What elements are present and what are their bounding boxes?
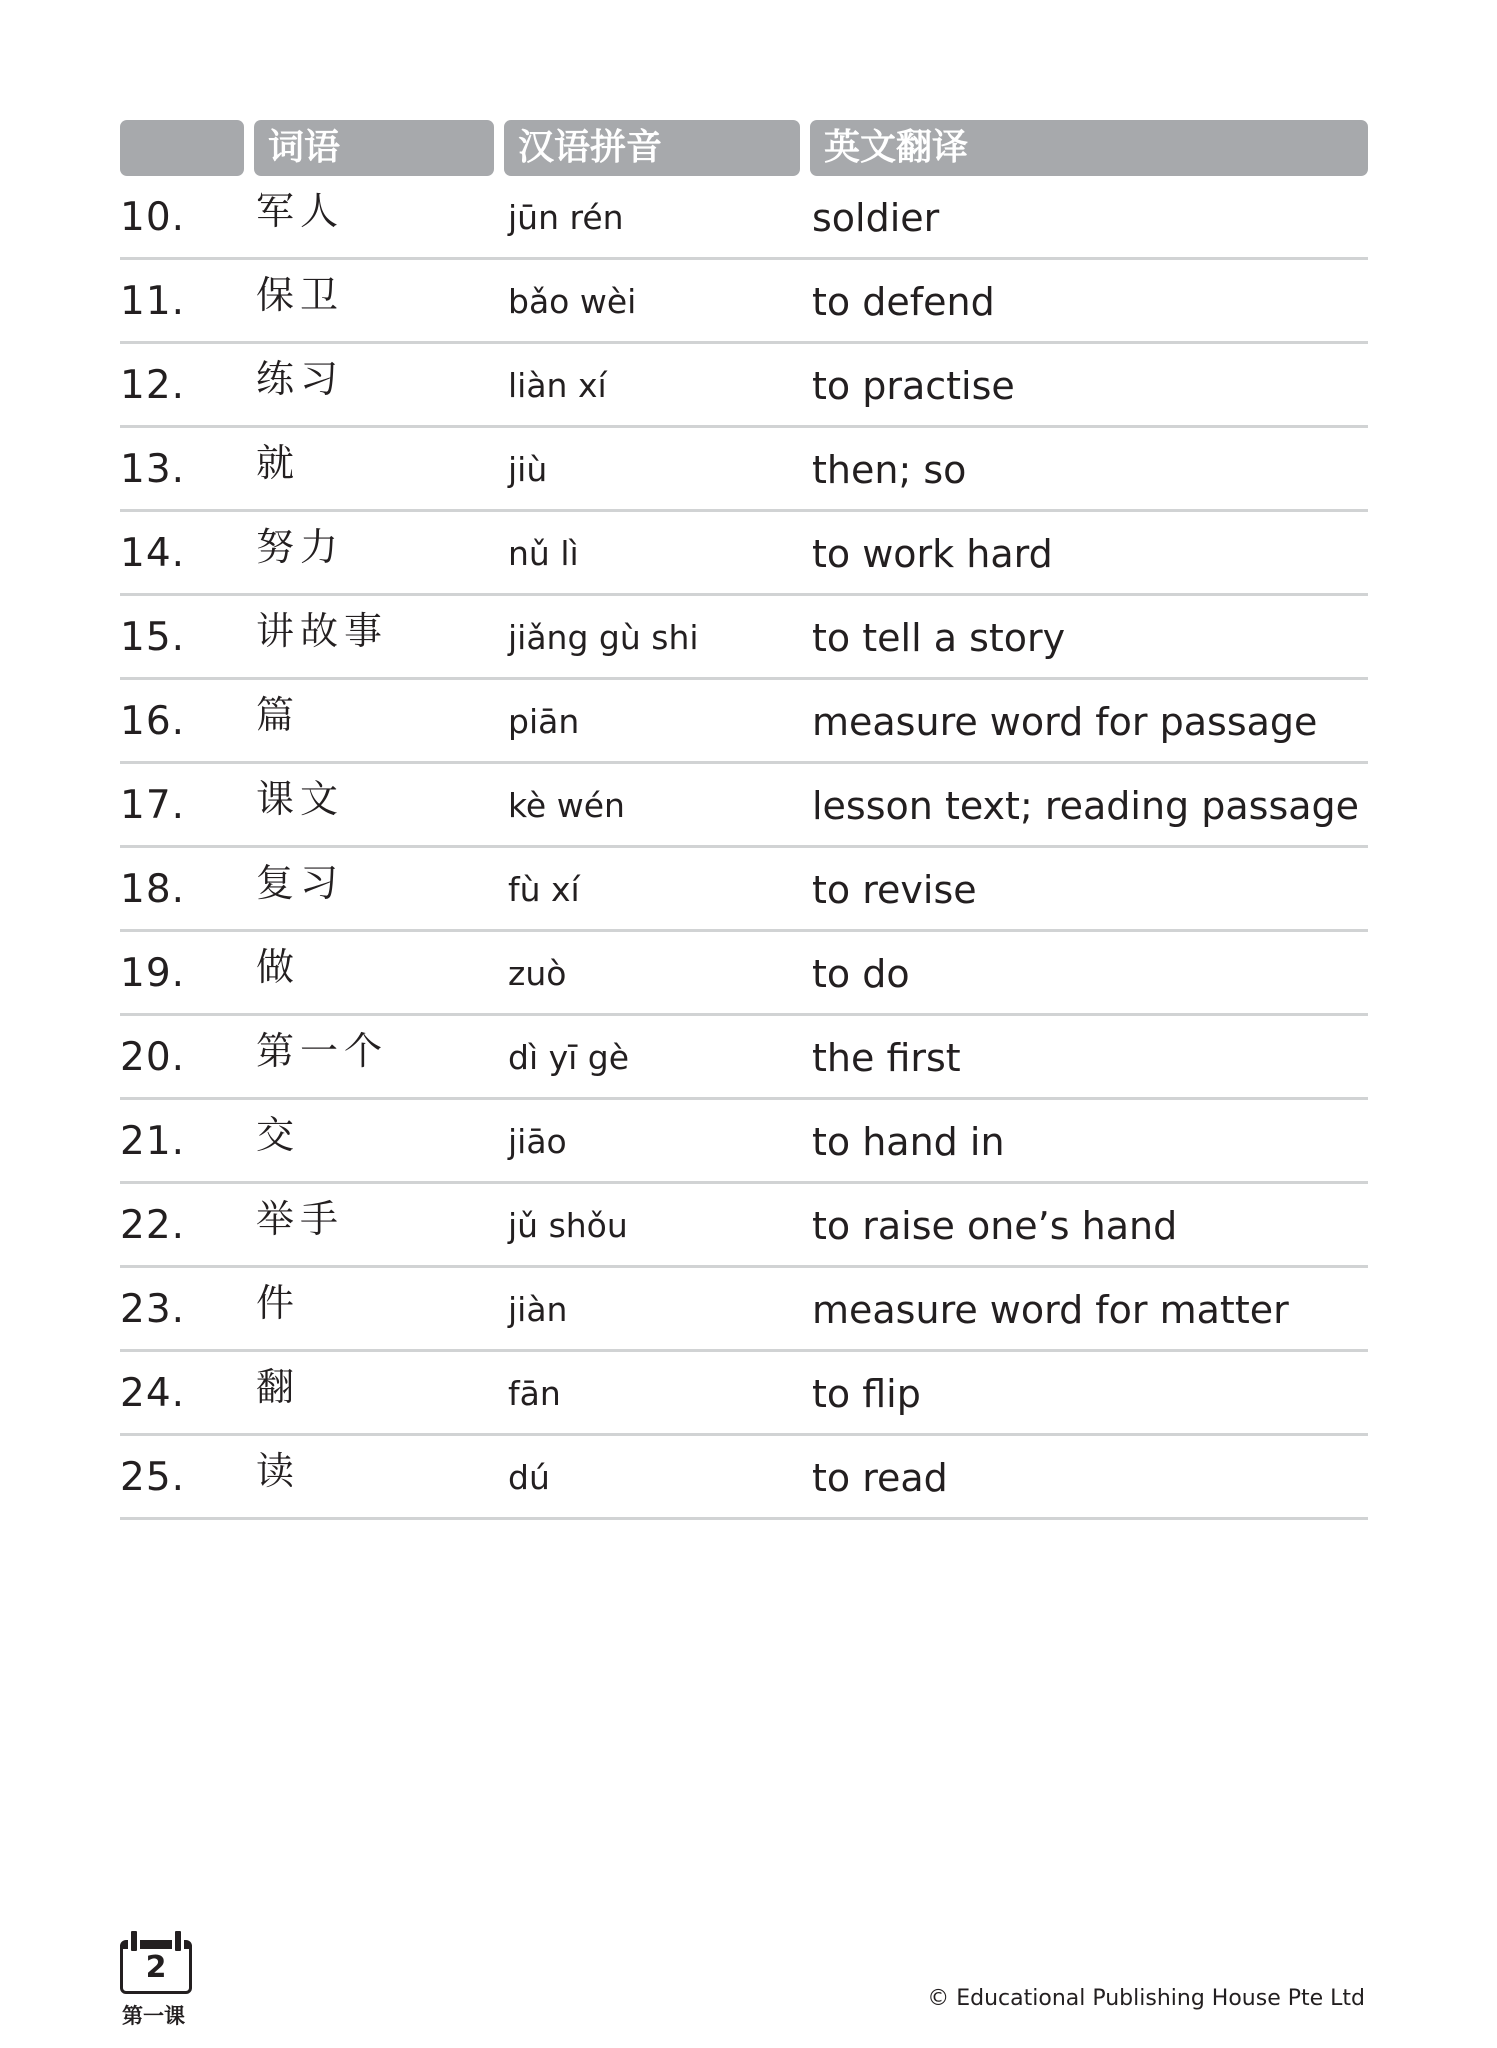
row-pinyin: kè wén — [508, 786, 625, 825]
row-number: 11. — [120, 279, 186, 324]
header-number — [120, 120, 244, 176]
row-english: to raise one’s hand — [812, 1204, 1178, 1248]
row-pinyin: liàn xí — [508, 366, 607, 405]
table-row — [120, 680, 1368, 764]
table-row — [120, 1352, 1368, 1436]
row-pinyin: jiàn — [508, 1290, 568, 1329]
header-word: 词语 — [254, 120, 494, 176]
row-number: 23. — [120, 1287, 186, 1332]
row-english: to tell a story — [812, 616, 1066, 660]
row-english: to work hard — [812, 532, 1053, 576]
row-english: soldier — [812, 196, 940, 240]
row-number: 15. — [120, 615, 186, 660]
row-english: to flip — [812, 1372, 921, 1416]
row-pinyin: dú — [508, 1458, 550, 1497]
copyright-notice: © Educational Publishing House Pte Ltd — [927, 1986, 1365, 2011]
table-row — [120, 428, 1368, 512]
row-number: 14. — [120, 531, 186, 576]
table-header — [120, 120, 1368, 176]
table-row — [120, 1436, 1368, 1520]
row-word: 复习 — [256, 861, 345, 905]
row-pinyin: fù xí — [508, 870, 580, 909]
row-word: 读 — [256, 1449, 301, 1493]
row-number: 13. — [120, 447, 186, 492]
table-row — [120, 1184, 1368, 1268]
row-number: 16. — [120, 699, 186, 744]
row-number: 19. — [120, 951, 186, 996]
row-word: 举手 — [256, 1197, 345, 1241]
row-english: the first — [812, 1036, 961, 1080]
row-english: to practise — [812, 364, 1015, 408]
row-number: 18. — [120, 867, 186, 912]
header-english: 英文翻译 — [810, 120, 1368, 176]
row-pinyin: jǔ shǒu — [508, 1206, 628, 1245]
page-number: 2 — [145, 1950, 167, 1985]
table-row — [120, 596, 1368, 680]
row-number: 12. — [120, 363, 186, 408]
page-number-badge — [120, 1928, 196, 1998]
row-pinyin: jūn rén — [508, 198, 624, 237]
row-english: measure word for matter — [812, 1288, 1289, 1332]
row-number: 10. — [120, 195, 186, 240]
table-row — [120, 1016, 1368, 1100]
row-word: 保卫 — [256, 273, 345, 317]
row-word: 讲故事 — [256, 609, 389, 653]
row-word: 课文 — [256, 777, 345, 821]
row-word: 军人 — [256, 189, 345, 233]
row-english: measure word for passage — [812, 700, 1318, 744]
row-word: 翻 — [256, 1365, 301, 1409]
row-english: to hand in — [812, 1120, 1005, 1164]
row-word: 练习 — [256, 357, 345, 401]
row-word: 交 — [256, 1113, 301, 1157]
row-pinyin: jiāo — [508, 1122, 567, 1161]
row-pinyin: piān — [508, 702, 580, 741]
row-english: lesson text; reading passage — [812, 784, 1360, 828]
row-english: to do — [812, 952, 910, 996]
table-row — [120, 1268, 1368, 1352]
row-number: 21. — [120, 1119, 186, 1164]
row-word: 第一个 — [256, 1029, 389, 1073]
table-row — [120, 176, 1368, 260]
row-english: then; so — [812, 448, 967, 492]
row-english: to read — [812, 1456, 948, 1500]
row-pinyin: fān — [508, 1374, 561, 1413]
row-pinyin: jiù — [508, 450, 548, 489]
row-number: 20. — [120, 1035, 186, 1080]
row-word: 努力 — [256, 525, 345, 569]
row-word: 篇 — [256, 693, 301, 737]
row-english: to defend — [812, 280, 995, 324]
row-pinyin: zuò — [508, 954, 567, 993]
table-row — [120, 260, 1368, 344]
row-number: 24. — [120, 1371, 186, 1416]
row-number: 25. — [120, 1455, 186, 1500]
table-row — [120, 512, 1368, 596]
row-number: 17. — [120, 783, 186, 828]
row-pinyin: jiǎng gù shi — [508, 618, 699, 657]
row-word: 做 — [256, 945, 301, 989]
row-number: 22. — [120, 1203, 186, 1248]
table-row — [120, 848, 1368, 932]
row-english: to revise — [812, 868, 977, 912]
table-row — [120, 932, 1368, 1016]
row-pinyin: dì yī gè — [508, 1038, 630, 1077]
row-pinyin: nǔ lì — [508, 534, 579, 573]
lesson-label: 第一课 — [122, 2004, 185, 2028]
header-pinyin: 汉语拼音 — [504, 120, 800, 176]
vocabulary-table — [120, 120, 1368, 1520]
table-row — [120, 1100, 1368, 1184]
table-row — [120, 764, 1368, 848]
row-pinyin: bǎo wèi — [508, 282, 637, 321]
row-word: 就 — [256, 441, 301, 485]
table-row — [120, 344, 1368, 428]
row-word: 件 — [256, 1281, 301, 1325]
